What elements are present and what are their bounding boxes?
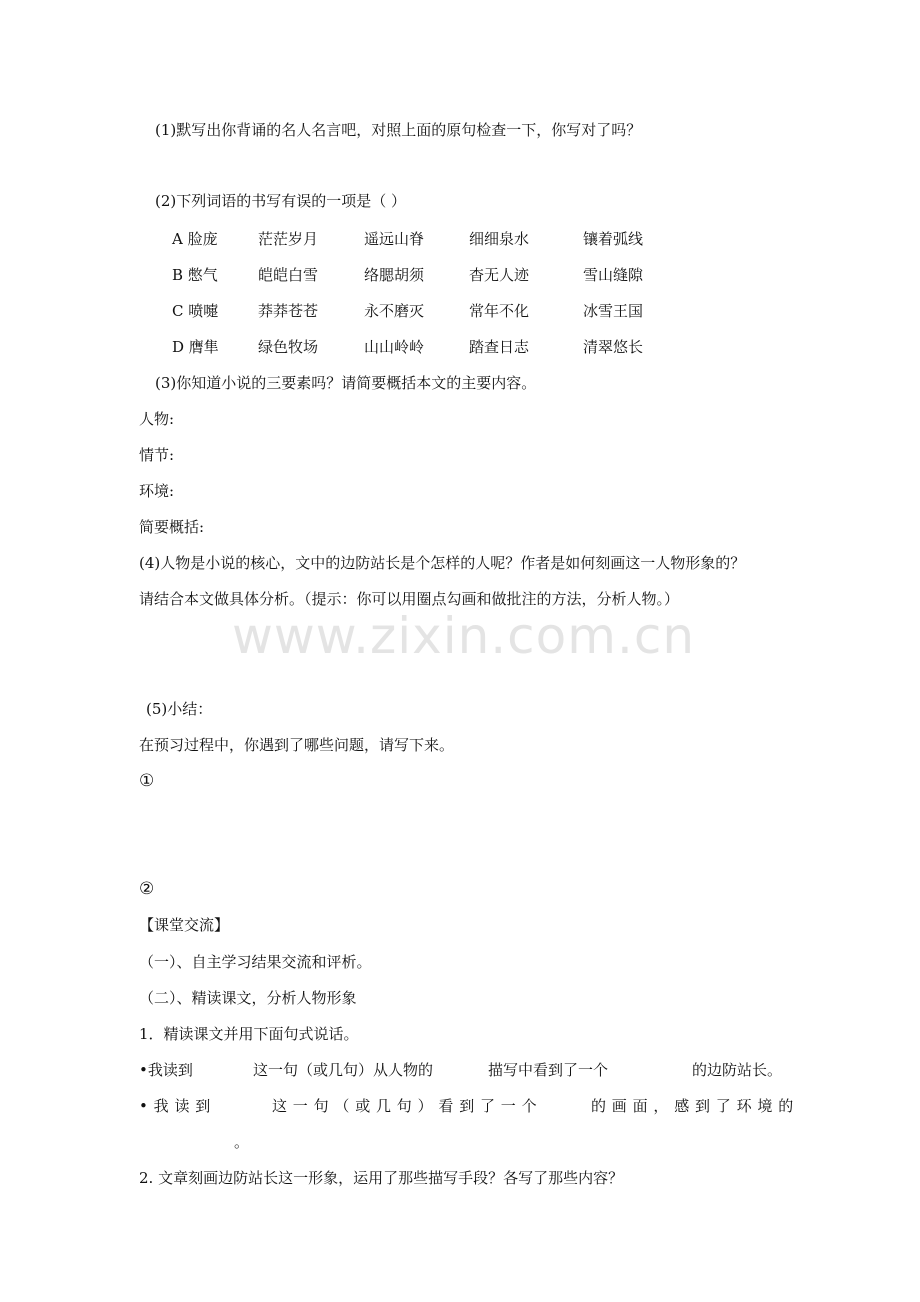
option-word: 山山岭岭	[364, 338, 425, 356]
field-characters: 人物:	[139, 410, 175, 428]
answer-mark-2: ②	[139, 879, 155, 899]
watermark: www.zixin.com.cn	[232, 607, 696, 665]
option-word: 茫茫岁月	[258, 230, 319, 248]
option-word: 常年不化	[469, 302, 530, 320]
sentence-pattern-1-end: 的边防站长。	[692, 1061, 783, 1079]
field-summary: 简要概括:	[139, 518, 205, 536]
sentence-pattern-2-period: 。	[234, 1133, 250, 1151]
option-word: 冰雪王国	[583, 302, 644, 320]
sentence-pattern-2-end: 的画面，感到了环境的	[591, 1097, 800, 1115]
question-4-line-1: (4)人物是小说的核心，文中的边防站长是个怎样的人呢？作者是如何刻画这一人物形象的？	[139, 554, 746, 572]
option-word: 皑皑白雪	[258, 266, 319, 284]
option-label: C 喷嚏	[172, 302, 219, 320]
option-word: 清翠悠长	[583, 338, 644, 356]
question-5-title: (5)小结：	[146, 700, 213, 718]
sentence-pattern-1-start: •我读到	[139, 1061, 193, 1079]
classroom-part-1: （一）、自主学习结果交流和评析。	[139, 953, 372, 971]
answer-mark-1: ①	[139, 771, 155, 791]
option-word: 绿色牧场	[258, 338, 319, 356]
option-word: 莽莽苍苍	[258, 302, 319, 320]
field-plot: 情节:	[139, 446, 175, 464]
option-word: 雪山缝隙	[583, 266, 644, 284]
option-label: A 脸庞	[172, 230, 218, 248]
option-word: 遥远山脊	[364, 230, 425, 248]
question-2-prompt: (2)下列词语的书写有误的一项是（ ）	[155, 192, 407, 210]
option-word: 杳无人迹	[469, 266, 530, 284]
question-4-line-2: 请结合本文做具体分析。（提示：你可以用圈点勾画和做批注的方法，分析人物。）	[139, 590, 680, 608]
classroom-item-1: 1．精读课文并用下面句式说话。	[139, 1025, 359, 1043]
option-word: 镶着弧线	[583, 230, 644, 248]
option-label: B 憋气	[172, 266, 218, 284]
classroom-heading: 【课堂交流】	[139, 916, 230, 934]
field-setting: 环境:	[139, 482, 175, 500]
classroom-part-2: （二）、精读课文，分析人物形象	[139, 989, 357, 1007]
sentence-pattern-1-desc: 描写中看到了一个	[488, 1061, 609, 1079]
sentence-pattern-1-mid: 这一句（或几句）从人物的	[253, 1061, 434, 1079]
question-5-prompt: 在预习过程中，你遇到了哪些问题，请写下来。	[139, 736, 455, 754]
option-word: 踏查日志	[469, 338, 530, 356]
sentence-pattern-2-mid: 这一句（或几句）看到了一个	[272, 1097, 543, 1115]
option-label: D 膺隼	[172, 338, 219, 356]
question-1: (1)默写出你背诵的名人名言吧，对照上面的原句检查一下，你写对了吗？	[155, 121, 642, 139]
classroom-item-2: 2. 文章刻画边防站长这一形象，运用了那些描写手段？各写了那些内容？	[139, 1169, 624, 1187]
sentence-pattern-2-start: •我读到	[139, 1097, 217, 1115]
option-word: 络腮胡须	[364, 266, 425, 284]
option-word: 永不磨灭	[364, 302, 425, 320]
option-word: 细细泉水	[469, 230, 530, 248]
question-3-prompt: (3)你知道小说的三要素吗？请简要概括本文的主要内容。	[155, 374, 537, 392]
